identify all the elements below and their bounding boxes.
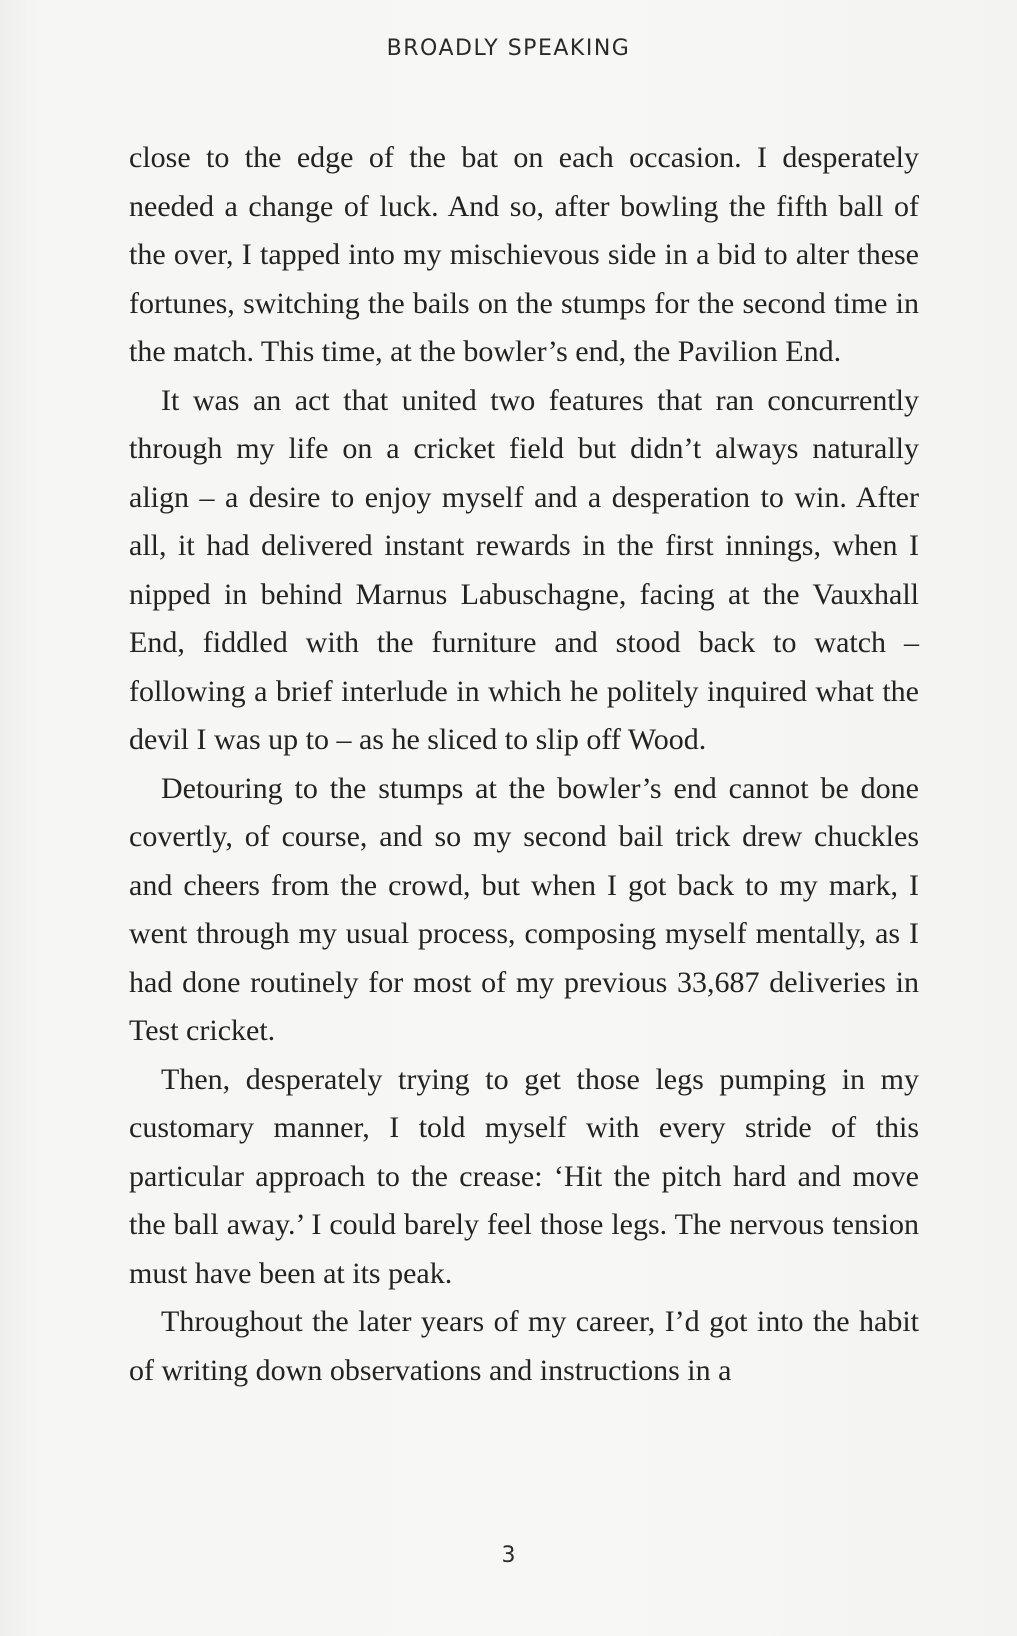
paragraph: It was an act that united two features that ran concurrently through my life on a cricket field but didn’t always naturally align – a desire to enjoy myself and a desperation to win. After all, it had delivered instant rewards in the first innings, when I nipped in behind Marnus Labuschagne, facing at the Vauxhall End, fiddled with the furniture and stood back to watch – following a brief interlude in which he politely inquired what the devil I was up to – as he sliced to slip off Wood.: [129, 383, 919, 756]
running-head: BROADLY SPEAKING: [386, 36, 631, 61]
page-number: 3: [501, 1543, 516, 1568]
paragraph: Detouring to the stumps at the bowler’s end cannot be done covertly, of course, and so my second bail trick drew chuckles and cheers from the crowd, but when I got back to my mark, I went through my usual process, composing myself mentally, as I had done routinely for most of my previous 33,687 deliveries in Test cricket.: [129, 771, 919, 1047]
paragraph: Throughout the later years of my career, I’d got into the habit of writing down observations and instructions in a: [129, 1305, 919, 1387]
paragraph: Then, desperately trying to get those legs pumping in my customary manner, I told myself with every stride of this particular approach to the crease: ‘Hit the pitch hard and move the ball away.’ I could barely feel those legs. The nervous tension must have been at its peak.: [129, 1062, 919, 1290]
body-text: [129, 134, 919, 1395]
paragraph: close to the edge of the bat on each occasion. I desperately needed a change of luck. And so, after bowling the fifth ball of the over, I tapped into my mischievous side in a bid to alter these fortunes, switching the bails on the stumps for the second time in the match. This time, at the bowler’s end, the Pavilion End.: [129, 141, 919, 368]
